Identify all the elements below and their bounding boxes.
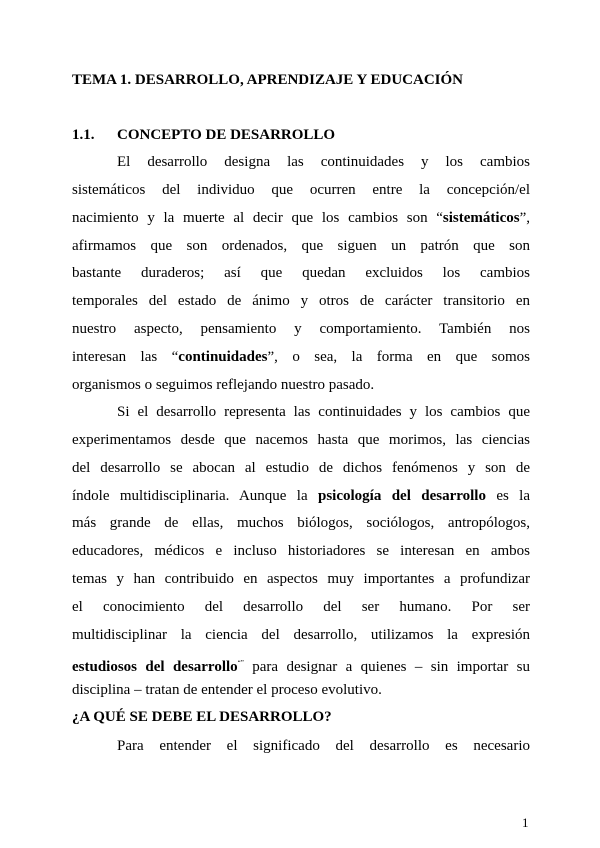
paragraph-line [72,344,530,372]
question-heading: ¿A QUÉ SE DEBE EL DESARROLLO? [72,709,332,725]
paragraph-3 [72,733,530,761]
paragraph-line: el conocimiento del desarrollo del ser humano. Por ser [72,598,530,615]
paragraph-line [72,205,530,233]
paragraph-line: El desarrollo designa las continuidades y los cambios [117,154,530,170]
paragraph-line: del desarrollo se abocan al estudio de dichos fenómenos y son de [72,459,530,476]
paragraph-line: multidisciplinar la ciencia del desarrollo, utilizamos la expresión [72,626,530,643]
bold-term-psicologia: psicología del desarrollo [318,487,486,504]
paragraph-2 [72,399,530,705]
text-run: para designar a quienes – sin importar su [243,658,530,675]
paragraph-line: más grande de ellas, muchos biólogos, sociólogos, antropólogos, [72,515,530,532]
paragraph-line: nuestro aspecto, pensamiento y comportamiento. También nos [72,321,530,338]
paragraph-line: Si el desarrollo representa las continuidades y los cambios que [117,404,530,420]
paragraph-1 [72,149,530,400]
text-run: es la [485,487,530,504]
bold-term-estudiosos: estudiosos del desarrollo [72,658,238,675]
paragraph-line [72,650,530,678]
paragraph-line: organismos o seguimos reflejando nuestro pasado. [72,376,375,393]
text-run: ”, o sea, la forma en que somos [267,348,530,365]
text-run: interesan las “ [72,348,179,365]
paragraph-line: temporales del estado de ánimo y otros de carácter transitorio en [72,293,530,310]
paragraph-line: temas y han contribuido en aspectos muy importantes a profundizar [72,571,530,588]
text-run: índole multidisciplinaria. Aunque la [72,487,318,504]
page-number: 1 [522,815,529,830]
paragraph-line: Para entender el significado del desarrollo es necesario [117,738,530,754]
paragraph-line: experimentamos desde que nacemos hasta que morimos, las ciencias [72,431,530,448]
section-number: 1.1. [72,127,95,143]
bold-term-continuidades: continuidades [178,348,268,365]
paragraph-line: bastante duraderos; así que quedan excluidos los cambios [72,265,530,282]
text-run: ”, [519,209,530,226]
text-run: nacimiento y la muerte al decir que los cambios son “ [72,209,443,226]
paragraph-line: sistemáticos del individuo que ocurren entre la concepción/el [72,181,530,198]
paragraph-line: disciplina – tratan de entender el proceso evolutivo. [72,682,382,699]
footnote-mark: “” [237,658,244,667]
section-title: CONCEPTO DE DESARROLLO [117,127,336,143]
paragraph-line: afirmamos que son ordenados, que siguen un patrón que son [72,237,530,254]
paragraph-line [72,483,530,511]
document-title: TEMA 1. DESARROLLO, APRENDIZAJE Y EDUCACIÓN [72,72,464,88]
bold-term-sistematicos: sistemáticos [442,209,520,226]
section-heading [72,127,335,144]
paragraph-line: educadores, médicos e incluso historiadores se interesan en ambos [72,543,530,560]
